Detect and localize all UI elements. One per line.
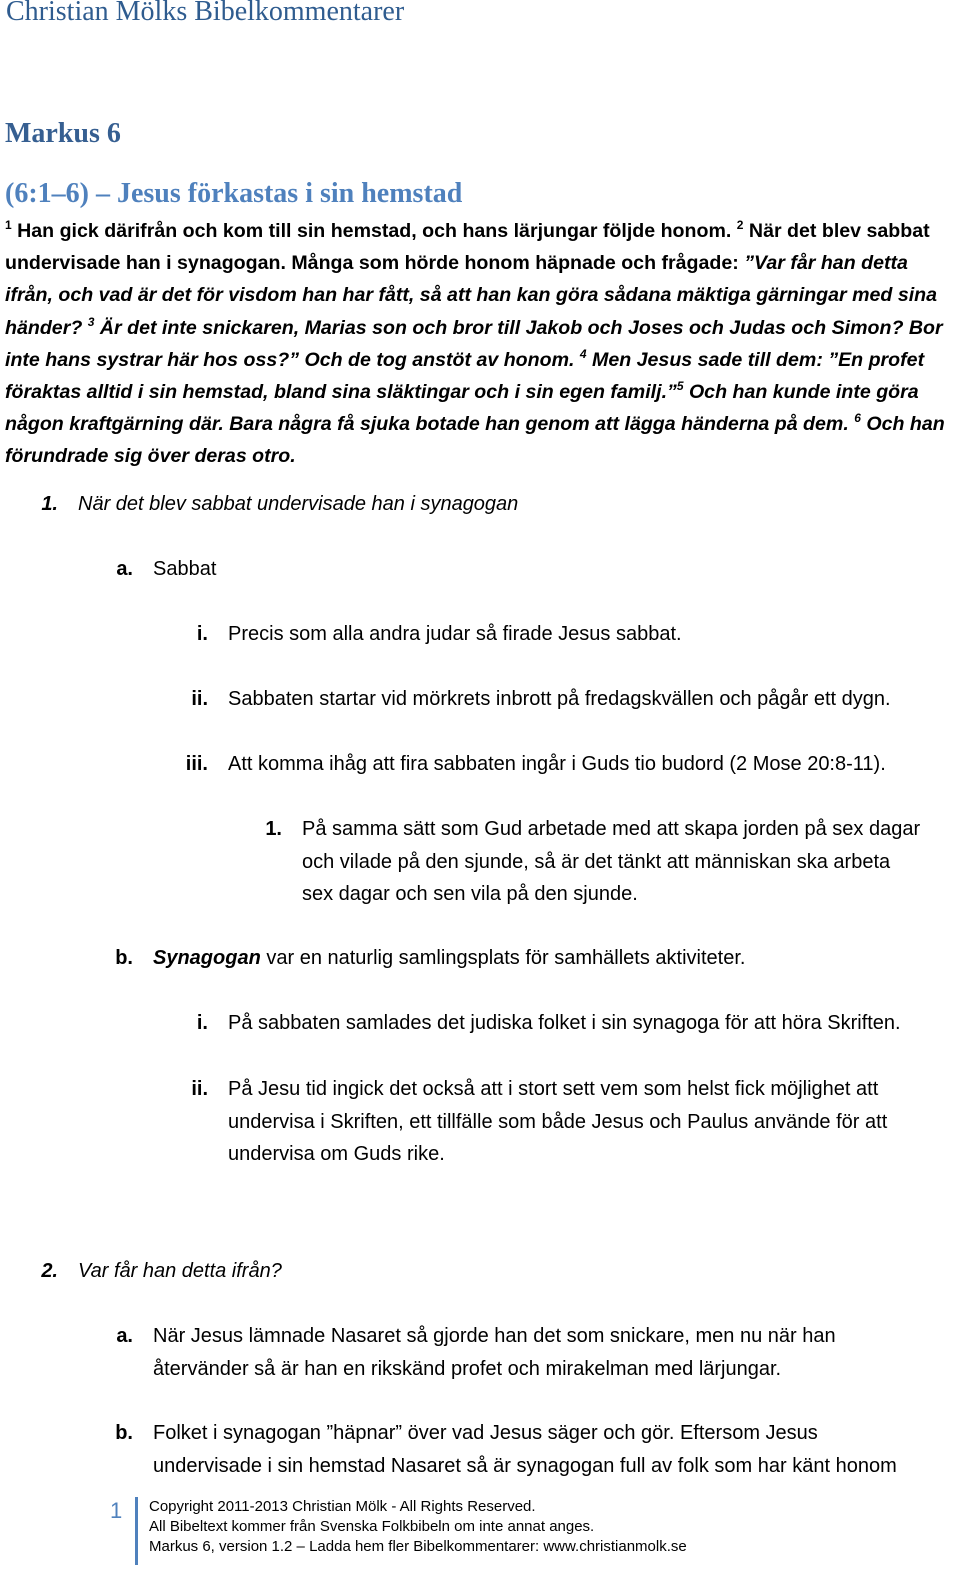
outline-text: Sabbat <box>153 558 217 580</box>
outline-text: Var får han detta ifrån? <box>78 1260 282 1282</box>
scripture-passage <box>5 215 955 473</box>
footer-bible-source: All Bibeltext kommer från Svenska Folkbibeln om inte annat anges. <box>149 1518 595 1535</box>
outline-roman: ii. <box>191 1078 208 1100</box>
outline-text <box>153 1320 836 1385</box>
outline-text: Sabbaten startar vid mörkrets inbrott på fredagskvällen och pågår ett dygn. <box>228 688 891 710</box>
outline-item-1a-iii-1 <box>0 813 960 913</box>
outline-roman: iii. <box>185 753 208 775</box>
outline-text: På sabbaten samlades det judiska folket i sin synagoga för att höra Skriften. <box>228 1012 901 1034</box>
outline-number: 1. <box>265 818 282 840</box>
verse-number: 3 <box>87 314 95 329</box>
outline-text: Precis som alla andra judar så firade Jesus sabbat. <box>228 623 682 645</box>
outline-roman: ii. <box>191 688 208 710</box>
verse-text: Och han förundrade sig över deras otro. <box>5 413 945 468</box>
text-line: Folket i synagogan ”häpnar” över vad Jesus säger och gör. Eftersom Jesus <box>153 1422 818 1444</box>
outline-number: 1. <box>41 493 58 515</box>
footer-copyright: Copyright 2011-2013 Christian Mölk - All Rights Reserved. <box>149 1498 536 1515</box>
verse-number: 1 <box>5 218 12 232</box>
outline-letter: b. <box>115 1422 133 1444</box>
verse-number: 4 <box>579 346 587 361</box>
verse-quote: ”En profet föraktas alltid i sin hemstad, bland sina släktingar och i sin egen familj.” <box>5 348 925 404</box>
verse-text: Men Jesus sade till dem: <box>586 348 829 371</box>
text-run: var en naturlig samlingsplats för samhällets aktiviteter. <box>260 947 746 969</box>
text-line: undervisa i Skriften, ett tillfälle som både Jesus och Paulus använde för att <box>228 1110 888 1133</box>
verse-text: När det blev sabbat undervisade han i synagogan. Många som hörde honom häpnade och frågade: <box>5 220 930 275</box>
footer <box>149 1497 687 1557</box>
text-line: undervisade i sin hemstad Nasaret så är synagogan full av folk som har känt honom <box>153 1454 897 1477</box>
outline-text <box>302 813 920 911</box>
emphasis-term: Synagogan <box>153 947 261 969</box>
outline-text <box>153 942 745 975</box>
outline-roman: i. <box>196 1012 208 1034</box>
outline-text <box>228 1073 887 1171</box>
outline-letter: a. <box>116 1325 133 1347</box>
text-line: och vilade på den sjunde, så är det tänkt att människan ska arbeta <box>302 850 891 873</box>
outline-item-1b-ii <box>0 1073 960 1173</box>
outline-text: Att komma ihåg att fira sabbaten ingår i Guds tio budord (2 Mose 20:8-11). <box>228 753 886 775</box>
outline-letter: a. <box>116 558 133 580</box>
page-number: 1 <box>110 1498 123 1523</box>
text-line: undervisa om Guds rike. <box>228 1143 445 1165</box>
text-line: När Jesus lämnade Nasaret så gjorde han det som snickare, men nu när han <box>153 1325 836 1347</box>
document-header-title: Christian Mölks Bibelkommentarer <box>6 0 405 27</box>
text-line: sex dagar och sen vila på den sjunde. <box>302 883 638 905</box>
verse-number: 5 <box>676 379 684 394</box>
outline-item-2b <box>0 1417 960 1483</box>
outline-roman: i. <box>196 623 208 645</box>
footer-version: Markus 6, version 1.2 – Ladda hem fler Bibelkommentarer: www.christianmolk.se <box>149 1538 687 1555</box>
outline-letter: b. <box>115 947 133 969</box>
verse-quote: ”Var får han detta ifrån, och vad är det för visdom han har fått, så att han kan göra sådana mäktiga gärningar med sina händer? <box>5 252 938 339</box>
verse-text: Och de tog anstöt av honom. <box>299 348 580 371</box>
text-line: På Jesu tid ingick det också att i stort sett vem som helst fick möjlighet att <box>228 1078 879 1100</box>
text-line: På samma sätt som Gud arbetade med att skapa jorden på sex dagar <box>302 818 921 840</box>
outline-item-2a <box>0 1320 960 1386</box>
footer-divider <box>135 1497 138 1565</box>
verse-text: Han gick därifrån och kom till sin hemstad, och hans lärjungar följde honom. <box>11 220 737 242</box>
outline-text <box>153 1417 897 1482</box>
section-title: (6:1–6) – Jesus förkastas i sin hemstad <box>5 178 463 209</box>
outline-number: 2. <box>41 1260 58 1282</box>
verse-number: 6 <box>854 411 861 426</box>
outline-text: När det blev sabbat undervisade han i synagogan <box>78 493 519 515</box>
chapter-title: Markus 6 <box>5 118 121 149</box>
verse-number: 2 <box>736 218 744 232</box>
text-line: återvänder så är han en rikskänd profet och mirakelman med lärjungar. <box>153 1357 782 1380</box>
verse-text: Och han kunde inte göra någon kraftgärning där. Bara några få sjuka botade han genom att lägga händerna på dem. <box>5 381 919 436</box>
verse-quote: Är det inte snickaren, Marias son och bror till Jakob och Joses och Judas och Simon? Bor inte hans systrar här hos oss?” <box>5 316 943 371</box>
